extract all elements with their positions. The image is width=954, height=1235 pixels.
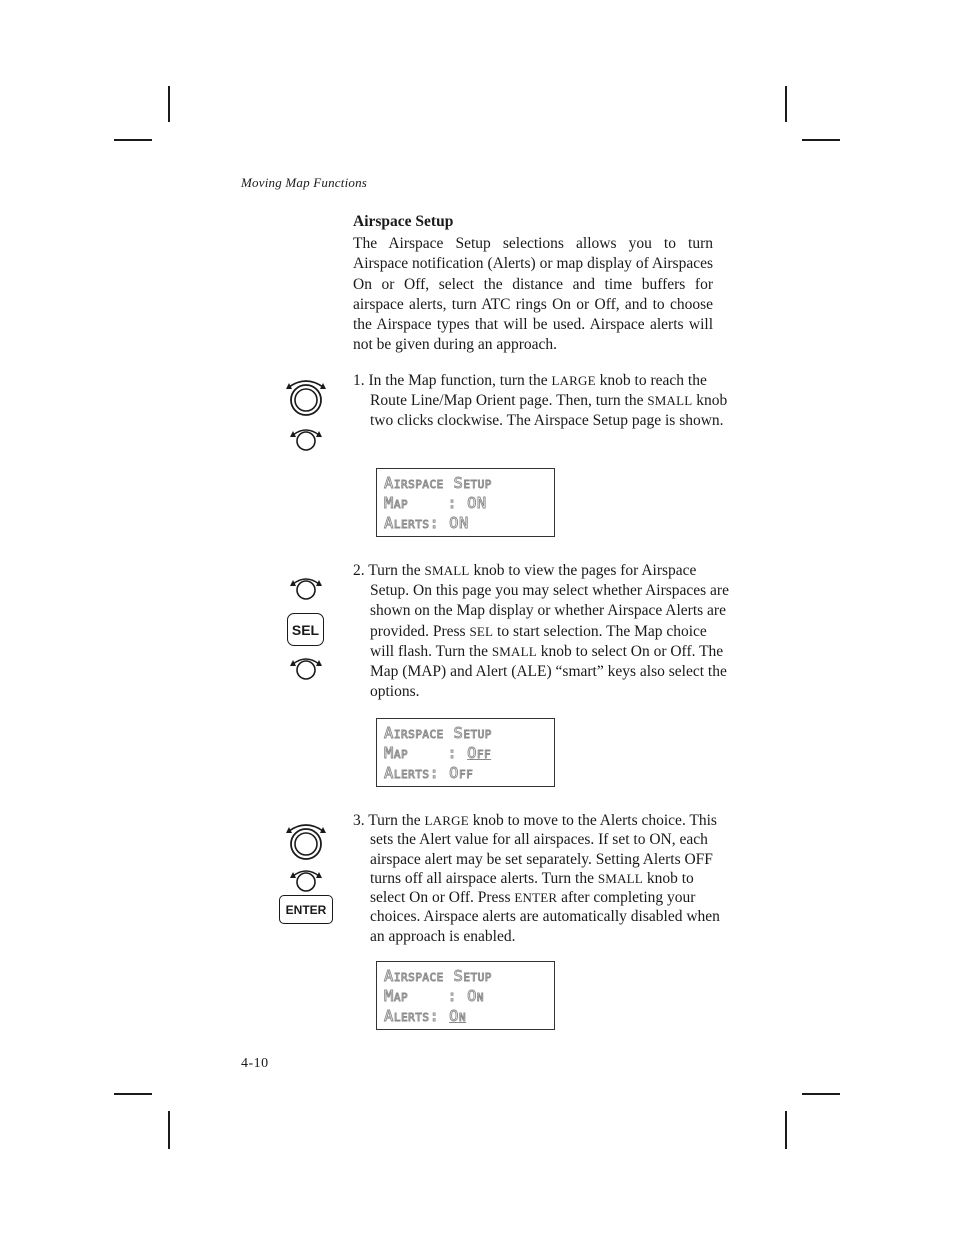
small-knob-icon	[287, 654, 325, 682]
step-2: 2. Turn the SMALL knob to view the pages for Airspace Setup. On this page you may select whether Airspaces are shown on the Map display or whether Airspace Alerts are provided. Press SEL to start selection. The Map choice will flash. Turn the SMALL knob to select On or Off. The Map (MAP) and Alert (ALE) “smart” keys also select the options.	[353, 562, 729, 701]
lcd-title: Airspace Setup	[384, 967, 492, 985]
step-3: 3. Turn the LARGE knob to move to the Alerts choice. This sets the Alert value for all airspaces. If set to ON, each airspace alert may be set separately. Setting Alerts OFF turns off all airspace alerts. Turn the SMALL knob to select On or Off. Press ENTER after completing your choices. Airspace alerts are automatically disabled when an approach is enabled.	[353, 812, 720, 945]
small-knob-icon	[287, 866, 325, 894]
crop-mark	[785, 1111, 787, 1149]
large-knob-icon	[283, 377, 329, 417]
small-knob-icon	[287, 425, 325, 453]
page-number: 4-10	[241, 1056, 269, 1071]
lcd-title: Airspace Setup	[384, 474, 492, 492]
step-1: 1. In the Map function, turn the LARGE knob to reach the Route Line/Map Orient page. Then, turn the SMALL knob two clicks clockwise. The Airspace Setup page is shown.	[353, 372, 728, 430]
lcd-alerts-row: Alerts: On	[384, 1007, 467, 1025]
running-header: Moving Map Functions	[241, 175, 368, 190]
section-title: Airspace Setup	[353, 213, 454, 230]
lcd-screen	[376, 468, 555, 537]
crop-mark	[114, 139, 152, 141]
lcd-alerts-row: Alerts: ON	[384, 514, 469, 532]
lcd-title: Airspace Setup	[384, 724, 492, 742]
crop-mark	[802, 1093, 840, 1095]
sel-key-icon: SEL	[287, 613, 324, 646]
enter-key-icon: ENTER	[279, 895, 333, 924]
intro-paragraph: The Airspace Setup selections allows you to turn Airspace notification (Alerts) or map display of Airspaces On or Off, select the distance and time buffers for airspace alerts, turn ATC rings On or Off, and to choose the Airspace types that will be used. Airspace alerts will not be given during an approach.	[353, 235, 713, 354]
lcd-screen	[376, 718, 555, 787]
small-knob-icon	[287, 574, 325, 602]
lcd-screen	[376, 961, 555, 1030]
large-knob-icon	[283, 821, 329, 861]
lcd-map-row: Map : Off	[384, 744, 492, 762]
crop-mark	[114, 1093, 152, 1095]
lcd-map-row: Map : On	[384, 987, 485, 1005]
crop-mark	[802, 139, 840, 141]
crop-mark	[785, 86, 787, 122]
lcd-alerts-row: Alerts: Off	[384, 764, 474, 782]
lcd-map-row: Map : ON	[384, 494, 487, 512]
crop-mark	[168, 86, 170, 122]
crop-mark	[168, 1111, 170, 1149]
